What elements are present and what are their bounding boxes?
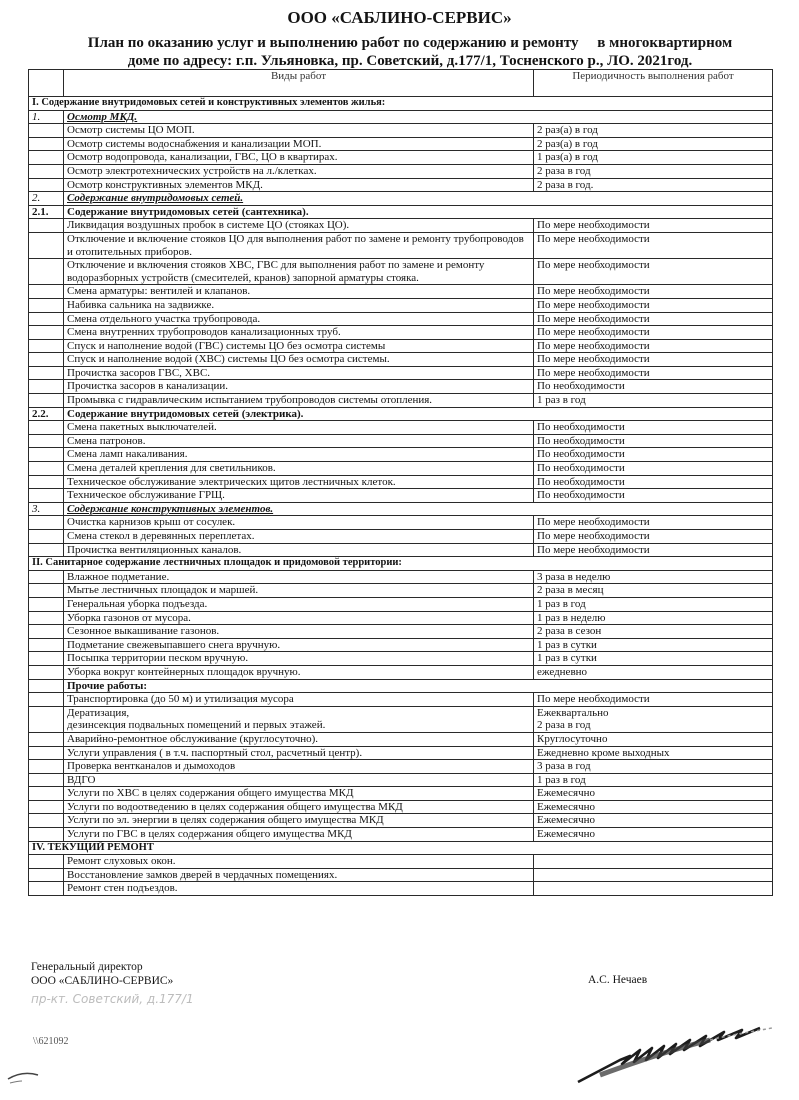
work-name-cell: Прочистка вентиляционных каналов. bbox=[64, 543, 534, 557]
row-number-cell bbox=[29, 219, 64, 233]
signature-block bbox=[31, 960, 173, 988]
table-row bbox=[29, 665, 773, 679]
work-name-cell: Услуги по эл. энергии в целях содержания общего имущества МКД bbox=[64, 814, 534, 828]
work-name-cell: Смена внутренних трубопроводов канализационных труб. bbox=[64, 326, 534, 340]
table-row bbox=[29, 800, 773, 814]
periodicity-cell: ежедневно bbox=[534, 665, 773, 679]
periodicity-cell: Ежемесячно bbox=[534, 814, 773, 828]
subsection-row bbox=[29, 679, 773, 693]
periodicity-cell: По мере необходимости bbox=[534, 693, 773, 707]
work-name-cell: Уборка вокруг контейнерных площадок вручную. bbox=[64, 665, 534, 679]
table-row bbox=[29, 693, 773, 707]
row-number-cell bbox=[29, 232, 64, 258]
work-name-cell: Очистка карнизов крыш от сосулек. bbox=[64, 516, 534, 530]
row-number-cell bbox=[29, 652, 64, 666]
director-title: Генеральный директор bbox=[31, 961, 143, 973]
table-row bbox=[29, 611, 773, 625]
table-row bbox=[29, 462, 773, 476]
section-row bbox=[29, 841, 773, 855]
row-number-cell bbox=[29, 394, 64, 408]
subsection-title: Осмотр МКД. bbox=[64, 110, 773, 124]
table-row bbox=[29, 787, 773, 801]
work-name-cell: Влажное подметание. bbox=[64, 570, 534, 584]
row-number-cell bbox=[29, 855, 64, 869]
row-number-cell bbox=[29, 448, 64, 462]
periodicity-cell: По мере необходимости bbox=[534, 516, 773, 530]
periodicity-cell: 1 раз в неделю bbox=[534, 611, 773, 625]
periodicity-cell: 1 раз в год bbox=[534, 394, 773, 408]
table-row bbox=[29, 285, 773, 299]
row-number-cell bbox=[29, 814, 64, 828]
periodicity-cell: По необходимости bbox=[534, 434, 773, 448]
work-name-cell: Ремонт стен подъездов. bbox=[64, 882, 534, 896]
subsection-number: 1. bbox=[29, 110, 64, 124]
periodicity-cell: Ежемесячно bbox=[534, 787, 773, 801]
work-name-cell: Ремонт слуховых окон. bbox=[64, 855, 534, 869]
periodicity-cell bbox=[534, 882, 773, 896]
subsection-number: 3. bbox=[29, 502, 64, 516]
periodicity-cell: Ежемесячно bbox=[534, 800, 773, 814]
work-name-cell: Техническое обслуживание ГРЩ. bbox=[64, 489, 534, 503]
work-name-cell: Осмотр водопровода, канализации, ГВС, ЦО в квартирах. bbox=[64, 151, 534, 165]
row-number-cell bbox=[29, 638, 64, 652]
periodicity-cell: По необходимости bbox=[534, 462, 773, 476]
periodicity-cell: Ежемесячно bbox=[534, 828, 773, 842]
work-name-cell: Отключение и включение стояков ЦО для выполнения работ по замене и ремонту трубопроводов и отопительных приборов. bbox=[64, 232, 534, 258]
row-number-cell bbox=[29, 326, 64, 340]
work-name-cell: Спуск и наполнение водой (ХВС) системы ЦО без осмотра системы. bbox=[64, 353, 534, 367]
work-name-cell: Смена стекол в деревянных переплетах. bbox=[64, 530, 534, 544]
table-row bbox=[29, 489, 773, 503]
periodicity-cell: Ежедневно кроме выходных bbox=[534, 746, 773, 760]
section-title: II. Санитарное содержание лестничных площадок и придомовой территории: bbox=[29, 557, 773, 571]
row-number-cell bbox=[29, 543, 64, 557]
scan-mark-left bbox=[0, 1057, 60, 1097]
periodicity-cell: По необходимости bbox=[534, 448, 773, 462]
row-number-cell bbox=[29, 611, 64, 625]
work-name-cell: Услуги управления ( в т.ч. паспортный стол, расчетный центр). bbox=[64, 746, 534, 760]
works-table bbox=[28, 69, 773, 896]
row-number-cell bbox=[29, 462, 64, 476]
periodicity-cell: 1 раз в сутки bbox=[534, 652, 773, 666]
work-name-cell: Подметание свежевыпавшего снега вручную. bbox=[64, 638, 534, 652]
work-name-cell: Отключение и включения стояков ХВС, ГВС для выполнения работ по замене и ремонту водоразборных устройств (смесителей, кранов) запорной арматуры стояка. bbox=[64, 259, 534, 285]
work-name-cell: Аварийно-ремонтное обслуживание (круглосуточно). bbox=[64, 732, 534, 746]
table-row bbox=[29, 394, 773, 408]
row-number-cell bbox=[29, 151, 64, 165]
table-row bbox=[29, 339, 773, 353]
row-number-cell bbox=[29, 516, 64, 530]
row-number-cell bbox=[29, 366, 64, 380]
row-number-cell bbox=[29, 259, 64, 285]
work-name-cell: Смена пакетных выключателей. bbox=[64, 421, 534, 435]
row-number-cell bbox=[29, 434, 64, 448]
table-row bbox=[29, 855, 773, 869]
table-row bbox=[29, 178, 773, 192]
work-name-cell: Прочистка засоров ГВС, ХВС. bbox=[64, 366, 534, 380]
header-periodicity: Периодичность выполнения работ bbox=[534, 70, 773, 97]
table-row bbox=[29, 312, 773, 326]
periodicity-cell: 1 раз в год bbox=[534, 597, 773, 611]
work-name-cell: Посыпка территории песком вручную. bbox=[64, 652, 534, 666]
section-row bbox=[29, 97, 773, 111]
document-subtitle bbox=[60, 34, 760, 70]
subsection-title: Содержание внутридомовых сетей. bbox=[64, 192, 773, 206]
work-name-cell: Смена отдельного участка трубопровода. bbox=[64, 312, 534, 326]
table-row bbox=[29, 597, 773, 611]
row-number-cell bbox=[29, 665, 64, 679]
section-title: I. Содержание внутридомовых сетей и конструктивных элементов жилья: bbox=[29, 97, 773, 111]
table-row bbox=[29, 434, 773, 448]
table-row bbox=[29, 137, 773, 151]
table-row bbox=[29, 259, 773, 285]
periodicity-cell: По мере необходимости bbox=[534, 339, 773, 353]
periodicity-cell: 3 раза в неделю bbox=[534, 570, 773, 584]
work-name-cell: Смена патронов. bbox=[64, 434, 534, 448]
subsection-number: 2.2. bbox=[29, 407, 64, 421]
subsection-number: 2.1. bbox=[29, 205, 64, 219]
table-row bbox=[29, 828, 773, 842]
work-name-cell: Услуги по водоотведению в целях содержания общего имущества МКД bbox=[64, 800, 534, 814]
table-row bbox=[29, 584, 773, 598]
periodicity-cell: 2 раз(а) в год bbox=[534, 124, 773, 138]
row-number-cell bbox=[29, 732, 64, 746]
table-row bbox=[29, 638, 773, 652]
table-row bbox=[29, 380, 773, 394]
subsection-row bbox=[29, 110, 773, 124]
table-row bbox=[29, 326, 773, 340]
row-number-cell bbox=[29, 597, 64, 611]
row-number-cell bbox=[29, 693, 64, 707]
periodicity-cell: 2 раза в сезон bbox=[534, 625, 773, 639]
subsection-title: Прочие работы: bbox=[64, 679, 773, 693]
director-name: А.С. Нечаев bbox=[588, 974, 648, 986]
row-number-cell bbox=[29, 285, 64, 299]
work-name-cell: ВДГО bbox=[64, 773, 534, 787]
work-name-cell: Смена ламп накаливания. bbox=[64, 448, 534, 462]
subtitle-line-2: доме по адресу: г.п. Ульяновка, пр. Советский, д.177/1, Тосненского р., ЛО. 2021год. bbox=[127, 53, 693, 69]
work-name-cell: Сезонное выкашивание газонов. bbox=[64, 625, 534, 639]
table-row bbox=[29, 882, 773, 896]
table-row bbox=[29, 814, 773, 828]
row-number-cell bbox=[29, 298, 64, 312]
work-name-cell: Осмотр системы водоснабжения и канализации МОП. bbox=[64, 137, 534, 151]
subsection-row bbox=[29, 407, 773, 421]
section-title: IV. ТЕКУЩИЙ РЕМОНТ bbox=[29, 841, 773, 855]
table-row bbox=[29, 868, 773, 882]
row-number-cell bbox=[29, 882, 64, 896]
periodicity-cell: Ежеквартально 2 раза в год bbox=[534, 706, 773, 732]
work-name-cell: Осмотр электротехнических устройств на л./клетках. bbox=[64, 164, 534, 178]
subsection-number bbox=[29, 679, 64, 693]
table-row bbox=[29, 475, 773, 489]
work-name-cell: Смена арматуры: вентилей и клапанов. bbox=[64, 285, 534, 299]
table-row bbox=[29, 773, 773, 787]
row-number-cell bbox=[29, 137, 64, 151]
table-header-row bbox=[29, 70, 773, 97]
table-row bbox=[29, 516, 773, 530]
table-row bbox=[29, 421, 773, 435]
row-number-cell bbox=[29, 164, 64, 178]
row-number-cell bbox=[29, 570, 64, 584]
subsection-row bbox=[29, 192, 773, 206]
row-number-cell bbox=[29, 353, 64, 367]
row-number-cell bbox=[29, 475, 64, 489]
row-number-cell bbox=[29, 706, 64, 732]
periodicity-cell: 1 раз(а) в год bbox=[534, 151, 773, 165]
table-row bbox=[29, 366, 773, 380]
work-name-cell: Промывка с гидравлическим испытанием трубопроводов системы отопления. bbox=[64, 394, 534, 408]
subsection-title: Содержание внутридомовых сетей (сантехника). bbox=[64, 205, 773, 219]
table-row bbox=[29, 219, 773, 233]
work-name-cell: Спуск и наполнение водой (ГВС) системы ЦО без осмотра системы bbox=[64, 339, 534, 353]
table-row bbox=[29, 448, 773, 462]
table-row bbox=[29, 232, 773, 258]
periodicity-cell: По необходимости bbox=[534, 421, 773, 435]
work-name-cell: Уборка газонов от мусора. bbox=[64, 611, 534, 625]
table-row bbox=[29, 706, 773, 732]
periodicity-cell: 1 раз в сутки bbox=[534, 638, 773, 652]
periodicity-cell: 3 раза в год bbox=[534, 760, 773, 774]
work-name-cell: Мытье лестничных площадок и маршей. bbox=[64, 584, 534, 598]
periodicity-cell: По мере необходимости bbox=[534, 285, 773, 299]
work-name-cell: Восстановление замков дверей в чердачных помещениях. bbox=[64, 868, 534, 882]
periodicity-cell: 2 раза в год bbox=[534, 164, 773, 178]
stamp-address: пр-кт. Советский, д.177/1 bbox=[31, 992, 194, 1006]
table-row bbox=[29, 625, 773, 639]
work-name-cell: Прочистка засоров в канализации. bbox=[64, 380, 534, 394]
row-number-cell bbox=[29, 773, 64, 787]
table-row bbox=[29, 652, 773, 666]
periodicity-cell: По необходимости bbox=[534, 475, 773, 489]
work-name-cell: Генеральная уборка подъезда. bbox=[64, 597, 534, 611]
row-number-cell bbox=[29, 380, 64, 394]
periodicity-cell: 2 раза в год. bbox=[534, 178, 773, 192]
table-row bbox=[29, 530, 773, 544]
work-name-cell: Услуги по ХВС в целях содержания общего имущества МКД bbox=[64, 787, 534, 801]
table-row bbox=[29, 760, 773, 774]
periodicity-cell: 2 раза в месяц bbox=[534, 584, 773, 598]
row-number-cell bbox=[29, 787, 64, 801]
periodicity-cell: По мере необходимости bbox=[534, 326, 773, 340]
row-number-cell bbox=[29, 800, 64, 814]
periodicity-cell: По необходимости bbox=[534, 380, 773, 394]
row-number-cell bbox=[29, 178, 64, 192]
row-number-cell bbox=[29, 339, 64, 353]
row-number-cell bbox=[29, 760, 64, 774]
work-name-cell: Осмотр конструктивных элементов МКД. bbox=[64, 178, 534, 192]
header-works: Виды работ bbox=[64, 70, 534, 97]
director-org: ООО «САБЛИНО-СЕРВИС» bbox=[31, 975, 174, 987]
table-row bbox=[29, 151, 773, 165]
subsection-number: 2. bbox=[29, 192, 64, 206]
row-number-cell bbox=[29, 312, 64, 326]
work-name-cell: Техническое обслуживание электрических щитов лестничных клеток. bbox=[64, 475, 534, 489]
signature-scribble bbox=[560, 1020, 780, 1090]
table-row bbox=[29, 124, 773, 138]
periodicity-cell bbox=[534, 868, 773, 882]
table-row bbox=[29, 746, 773, 760]
periodicity-cell: По мере необходимости bbox=[534, 232, 773, 258]
work-name-cell: Набивка сальника на задвижке. bbox=[64, 298, 534, 312]
periodicity-cell: Круглосуточно bbox=[534, 732, 773, 746]
periodicity-cell: 2 раз(а) в год bbox=[534, 137, 773, 151]
subtitle-line-1: План по оказанию услуг и выполнению работ по содержанию и ремонту в многоквартирном bbox=[87, 35, 733, 51]
table-row bbox=[29, 570, 773, 584]
work-name-cell: Осмотр системы ЦО МОП. bbox=[64, 124, 534, 138]
table-row bbox=[29, 298, 773, 312]
table-row bbox=[29, 543, 773, 557]
table-row bbox=[29, 353, 773, 367]
periodicity-cell: По мере необходимости bbox=[534, 259, 773, 285]
work-name-cell: Дератизация, дезинсекция подвальных помещений и первых этажей. bbox=[64, 706, 534, 732]
row-number-cell bbox=[29, 421, 64, 435]
header-number-cell bbox=[29, 70, 64, 97]
subsection-title: Содержание внутридомовых сетей (электрика). bbox=[64, 407, 773, 421]
row-number-cell bbox=[29, 584, 64, 598]
row-number-cell bbox=[29, 489, 64, 503]
periodicity-cell: По мере необходимости bbox=[534, 312, 773, 326]
periodicity-cell: По мере необходимости bbox=[534, 353, 773, 367]
work-name-cell: Услуги по ГВС в целях содержания общего имущества МКД bbox=[64, 828, 534, 842]
work-name-cell: Ликвидация воздушных пробок в системе ЦО (стояках ЦО). bbox=[64, 219, 534, 233]
section-row bbox=[29, 557, 773, 571]
periodicity-cell: По мере необходимости bbox=[534, 219, 773, 233]
subsection-row bbox=[29, 205, 773, 219]
row-number-cell bbox=[29, 625, 64, 639]
periodicity-cell: По мере необходимости bbox=[534, 543, 773, 557]
table-row bbox=[29, 732, 773, 746]
subsection-row bbox=[29, 502, 773, 516]
table-row bbox=[29, 164, 773, 178]
periodicity-cell: По мере необходимости bbox=[534, 298, 773, 312]
row-number-cell bbox=[29, 530, 64, 544]
work-name-cell: Смена деталей крепления для светильников. bbox=[64, 462, 534, 476]
work-name-cell: Проверка вентканалов и дымоходов bbox=[64, 760, 534, 774]
row-number-cell bbox=[29, 868, 64, 882]
periodicity-cell bbox=[534, 855, 773, 869]
row-number-cell bbox=[29, 746, 64, 760]
periodicity-cell: По мере необходимости bbox=[534, 530, 773, 544]
document-code: \\621092 bbox=[33, 1036, 69, 1047]
document-title: ООО «САБЛИНО-СЕРВИС» bbox=[287, 8, 512, 27]
periodicity-cell: 1 раз в год bbox=[534, 773, 773, 787]
work-name-cell: Транспортировка (до 50 м) и утилизация мусора bbox=[64, 693, 534, 707]
periodicity-cell: По мере необходимости bbox=[534, 366, 773, 380]
row-number-cell bbox=[29, 828, 64, 842]
row-number-cell bbox=[29, 124, 64, 138]
subsection-title: Содержание конструктивных элементов. bbox=[64, 502, 773, 516]
periodicity-cell: По необходимости bbox=[534, 489, 773, 503]
